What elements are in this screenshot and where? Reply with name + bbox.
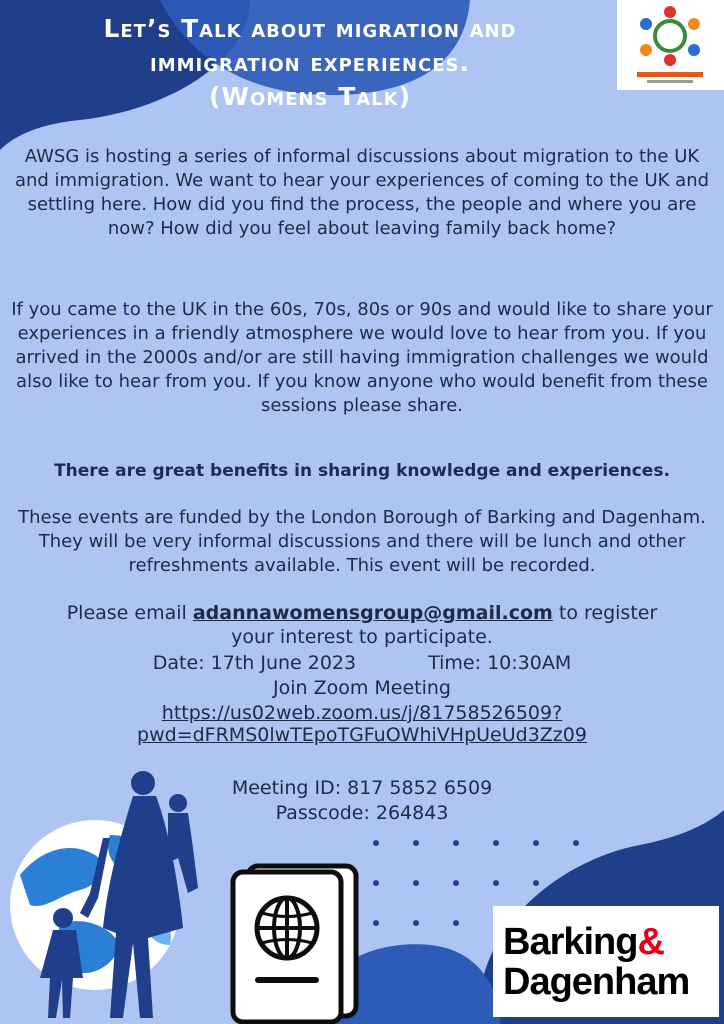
email-suffix: to register <box>552 602 658 624</box>
invitation-paragraph: If you came to the UK in the 60s, 70s, 80s or 90s and would like to share your experiences in a friendly atmosphere we would love to hear from you. If you arrived in the 2000s and/or are still having immigration challenges we would also like to hear from you. If you know anyone who would benefit from these sessions please share. <box>11 299 713 416</box>
benefits-statement: There are great benefits in sharing knowledge and experiences. <box>54 461 670 481</box>
zoom-label: Join Zoom Meeting <box>272 677 451 699</box>
passport-icon <box>228 860 363 1024</box>
sponsor-word-dagenham: Dagenham <box>503 961 690 1003</box>
adanna-womens-group-logo <box>617 0 724 90</box>
title-line-2: immigration experiences. <box>150 48 470 77</box>
funding-paragraph: These events are funded by the London Borough of Barking and Dagenham. They will be very informal discussions and there will be lunch and other refreshments available. This event will be recorded. <box>18 507 706 576</box>
people-circle-logo-icon <box>617 0 724 90</box>
sponsor-wordmark <box>503 922 689 1002</box>
email-link[interactable]: adannawomensgroup@gmail.com <box>192 602 553 624</box>
title-line-3: (Womens Talk) <box>208 82 412 111</box>
register-line: your interest to participate. <box>231 626 493 648</box>
barking-dagenham-logo <box>493 906 719 1017</box>
event-date: Date: 17th June 2023 <box>152 652 357 674</box>
passcode: Passcode: 264843 <box>275 802 449 824</box>
intro-paragraph: AWSG is hosting a series of informal discussions about migration to the UK and immigration. We want to hear your experiences of coming to the UK and settling here. How did you find the process, the people and where you are now? How did you feel about leaving family back home? <box>14 146 710 239</box>
title-line-1: Let’s Talk about migration and <box>103 14 517 43</box>
mother-child-silhouette-icon <box>28 768 208 1024</box>
zoom-link[interactable] <box>0 702 724 746</box>
date-time-line <box>0 652 724 674</box>
email-prefix: Please email <box>66 602 193 624</box>
meeting-id: Meeting ID: 817 5852 6509 <box>231 777 493 799</box>
zoom-link-line-1[interactable]: https://us02web.zoom.us/j/81758526509? <box>161 702 563 724</box>
sponsor-word-barking: Barking <box>503 921 638 963</box>
event-time: Time: 10:30AM <box>428 652 572 674</box>
zoom-link-line-2[interactable]: pwd=dFRMS0lwTEpoTGFuOWhiVHpUeUd3Zz09 <box>137 724 587 746</box>
page-title <box>0 12 620 114</box>
email-line <box>0 602 724 624</box>
sponsor-ampersand: & <box>637 921 664 963</box>
